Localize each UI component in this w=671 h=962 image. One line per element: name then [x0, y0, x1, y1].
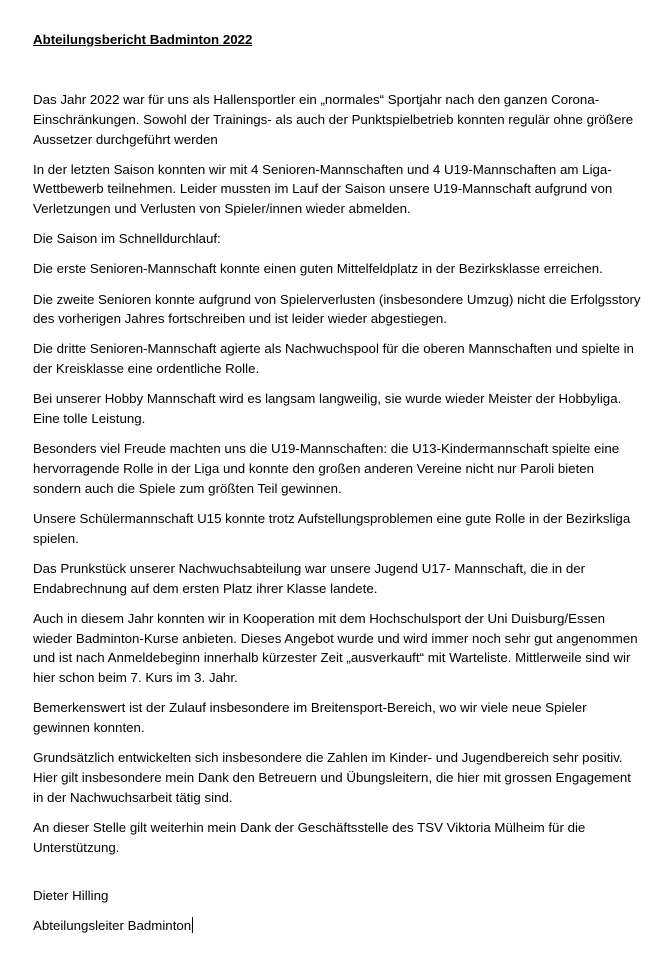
report-text — [33, 90, 643, 857]
signature-role-line — [33, 916, 643, 936]
signature-role: Abteilungsleiter Badminton — [33, 918, 192, 934]
paragraph-recreational-growth: Bemerkenswert ist der Zulauf insbesondere im Breitensport-Bereich, wo wir viele neue Spieler gewinnen konnten. — [33, 700, 587, 735]
paragraph-second-team: Die zweite Senioren konnte aufgrund von Spielerverlusten (insbesondere Umzug) nicht die Erfolgsstory des vorherigen Jahres fortschreiben und ist leider wieder abgestiegen. — [33, 291, 641, 327]
paragraph-u15-team: Unsere Schülermannschaft U15 konnte trotz Aufstellungsproblemen eine gute Rolle in der Bezirksliga spielen. — [33, 510, 631, 546]
paragraph-intro: Das Jahr 2022 war für uns als Hallensportler ein „normales“ Sportjahr nach den ganzen Corona-Einschränkungen. Sowohl der Trainings- als auch der Punktspielbetrieb konnten regulär ohne größere Aussetzer durchgeführt werden — [33, 92, 634, 147]
paragraph-office-thanks: An dieser Stelle gilt weiterhin mein Dank der Geschäftsstelle des TSV Viktoria Mülheim für die Unterstützung. — [33, 819, 586, 855]
paragraph-hobby-team: Bei unserer Hobby Mannschaft wird es langsam langweilig, sie wurde wieder Meister der Hobbyliga. Eine tolle Leistung. — [33, 391, 622, 427]
paragraph-university-courses: Auch in diesem Jahr konnten wir in Kooperation mit dem Hochschulsport der Uni Duisburg/Essen wieder Badminton-Kurse anbieten. Dieses Angebot wurde und wird immer noch sehr gut angenommen und ist nach Anmeldebeginn innerhalb kürzester Zeit „ausverkauft“ mit Warteliste. Mittlerweile sind wir hier schon beim 7. Kurs im 3. Jahr. — [33, 610, 638, 686]
paragraph-first-team: Die erste Senioren-Mannschaft konnte einen guten Mittelfeldplatz in der Bezirksklasse erreichen. — [33, 261, 603, 277]
text-cursor — [192, 917, 193, 933]
paragraph-u19-teams: Besonders viel Freude machten uns die U19-Mannschaften: die U13-Kindermannschaft spielte eine hervorragende Rolle in der Liga und konnte den großen anderen Vereine nicht nur Paroli bieten sondern auch die Spiele zum größten Teil gewinnen. — [33, 441, 620, 496]
paragraph-season-heading: Die Saison im Schnelldurchlauf: — [33, 231, 221, 247]
document-title: Abteilungsbericht Badminton 2022 — [33, 32, 253, 47]
signature-block — [33, 886, 643, 936]
paragraph-teams: In der letzten Saison konnten wir mit 4 Senioren-Mannschaften und 4 U19-Mannschaften am Liga-Wettbewerb teilnehmen. Leider mussten im Lauf der Saison unsere U19-Mannschaft aufgrund von Verletzungen und Verlusten von Spieler/innen wieder abmelden. — [33, 161, 613, 217]
paragraph-youth-thanks: Grundsätzlich entwickelten sich insbesondere die Zahlen im Kinder- und Jugendbereich sehr positiv. Hier gilt insbesondere mein Dank den Betreuern und Übungsleitern, die hier mit grossen Engagement in der Nachwuchsarbeit tätig sind. — [33, 750, 631, 805]
paragraph-third-team: Die dritte Senioren-Mannschaft agierte als Nachwuchspool für die oberen Mannschaften und spielte in der Kreisklasse eine ordentliche Rolle. — [33, 341, 634, 377]
document-body[interactable] — [33, 31, 643, 947]
signature-name: Dieter Hilling — [33, 888, 109, 904]
paragraph-u17-team: Das Prunkstück unserer Nachwuchsabteilung war unsere Jugend U17- Mannschaft, die in der Endabrechnung auf dem ersten Platz ihrer Klasse landete. — [33, 560, 586, 596]
